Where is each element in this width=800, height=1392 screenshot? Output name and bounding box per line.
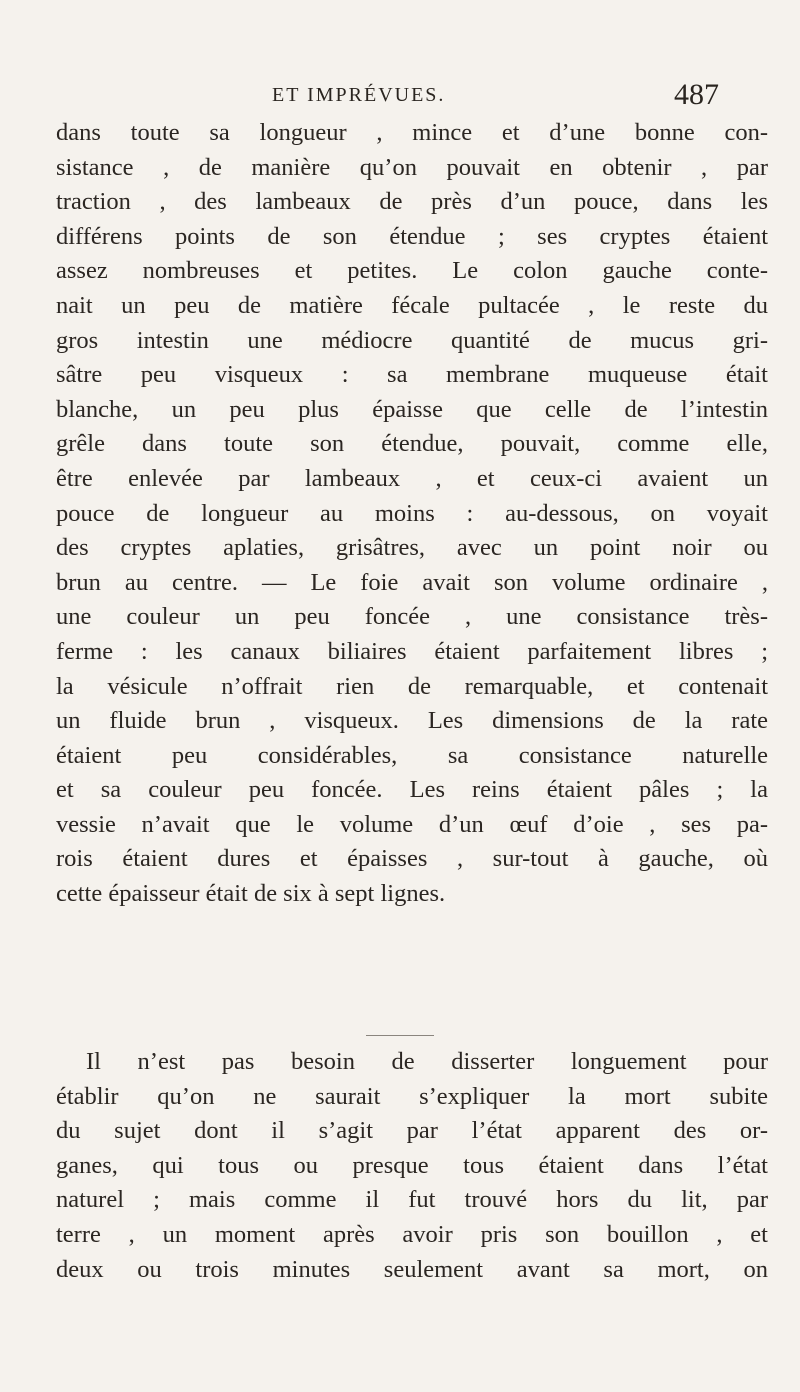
text-line: du sujet dont il s’agit par l’état apparent des or- bbox=[56, 1117, 768, 1145]
text-line: une couleur un peu foncée , une consistance très- bbox=[56, 603, 768, 631]
text-line: brun au centre. — Le foie avait son volume ordinaire , bbox=[56, 568, 768, 596]
text-line: grêle dans toute son étendue, pouvait, comme elle, bbox=[56, 430, 768, 458]
text-line: être enlevée par lambeaux , et ceux-ci avaient un bbox=[56, 464, 768, 492]
text-line: sistance , de manière qu’on pouvait en obtenir , par bbox=[56, 153, 768, 181]
page-number: 487 bbox=[674, 78, 719, 111]
text-line: terre , un moment après avoir pris son bouillon , et bbox=[56, 1220, 768, 1248]
text-line: nait un peu de matière fécale pultacée , le reste du bbox=[56, 291, 768, 319]
text-line: pouce de longueur au moins : au-dessous, on voyait bbox=[56, 499, 768, 527]
paragraph-1 bbox=[56, 116, 768, 912]
text-line: cette épaisseur était de six à sept lignes. bbox=[56, 880, 446, 908]
text-line: et sa couleur peu foncée. Les reins étaient pâles ; la bbox=[56, 776, 768, 804]
page-header bbox=[0, 78, 800, 118]
text-line: deux ou trois minutes seulement avant sa mort, on bbox=[56, 1255, 768, 1283]
paragraph-2 bbox=[56, 1045, 768, 1287]
text-line: assez nombreuses et petites. Le colon gauche conte- bbox=[56, 257, 768, 285]
text-line: vessie n’avait que le volume d’un œuf d’oie , ses pa- bbox=[56, 810, 768, 838]
text-line: ferme : les canaux biliaires étaient parfaitement libres ; bbox=[56, 637, 768, 665]
text-line: sâtre peu visqueux : sa membrane muqueuse était bbox=[56, 361, 768, 389]
text-line: la vésicule n’offrait rien de remarquable, et contenait bbox=[56, 672, 768, 700]
text-line: traction , des lambeaux de près d’un pouce, dans les bbox=[56, 188, 768, 216]
section-separator bbox=[366, 1035, 434, 1036]
text-line: naturel ; mais comme il fut trouvé hors du lit, par bbox=[56, 1186, 768, 1214]
text-line: gros intestin une médiocre quantité de mucus gri- bbox=[56, 326, 768, 354]
text-line: étaient peu considérables, sa consistance naturelle bbox=[56, 741, 768, 769]
text-line: différens points de son étendue ; ses cryptes étaient bbox=[56, 222, 768, 250]
text-line: ganes, qui tous ou presque tous étaient dans l’état bbox=[56, 1151, 768, 1179]
text-line: un fluide brun , visqueux. Les dimensions de la rate bbox=[56, 707, 768, 735]
text-line: établir qu’on ne saurait s’expliquer la mort subite bbox=[56, 1082, 768, 1110]
text-line: Il n’est pas besoin de disserter longuement pour bbox=[86, 1048, 768, 1075]
text-line: blanche, un peu plus épaisse que celle de l’intestin bbox=[56, 395, 768, 423]
text-line: rois étaient dures et épaisses , sur-tout à gauche, où bbox=[56, 845, 768, 873]
text-line: des cryptes aplaties, grisâtres, avec un point noir ou bbox=[56, 534, 768, 562]
text-line: dans toute sa longueur , mince et d’une bonne con- bbox=[56, 119, 768, 146]
running-head: ET IMPRÉVUES. bbox=[272, 84, 446, 106]
